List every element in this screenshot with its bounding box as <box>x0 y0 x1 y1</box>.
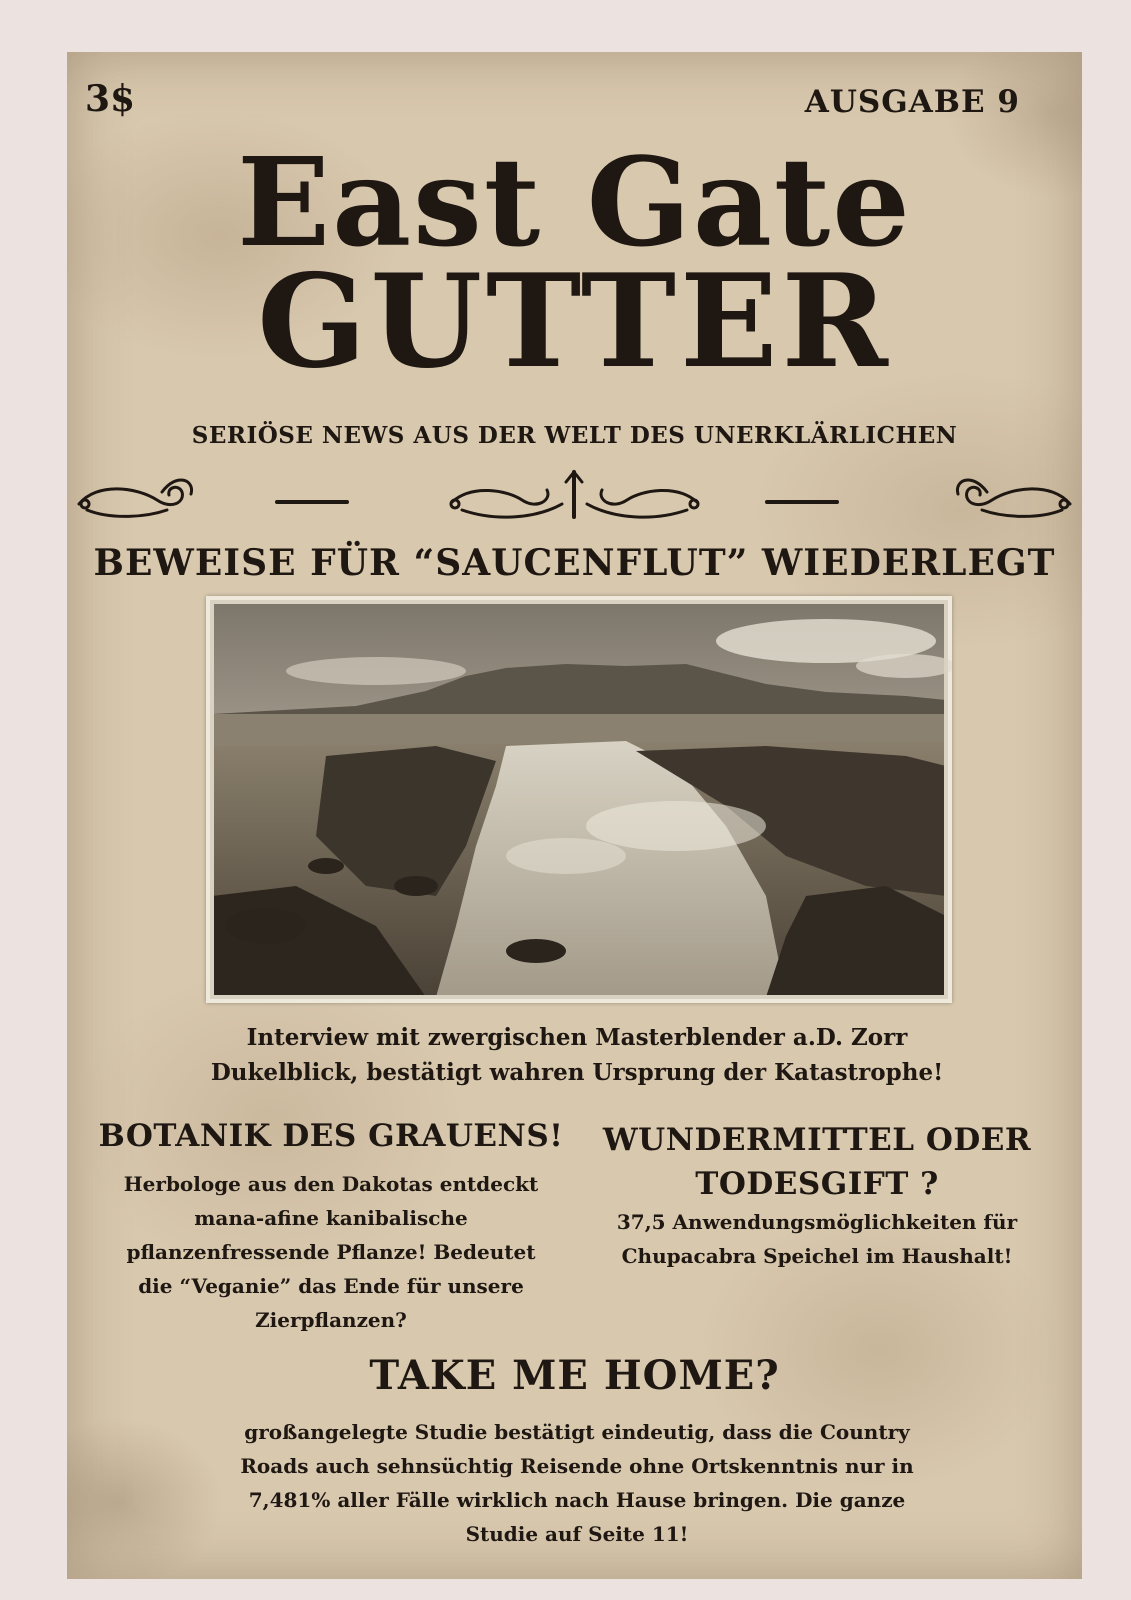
left-story-headline: BOTANIK DES GRAUENS! <box>98 1118 564 1154</box>
ornament-divider <box>67 462 1082 532</box>
bottom-story-body: großangelegte Studie bestätigt eindeutig, dass die Country Roads auch sehnsüchtig Reisende ohne Ortskenntnis nur in 7,481% aller Fälle wirklich nach Hause bringen. Die ganze Studie auf Seite 11! <box>240 1420 914 1546</box>
price-label: 3$ <box>85 78 136 120</box>
right-story-body: 37,5 Anwendungsmöglichkeiten für Chupacabra Speichel im Haushalt! <box>616 1210 1018 1268</box>
masthead-title-line2: GUTTER <box>257 247 892 397</box>
masthead-tagline: SERIÖSE NEWS AUS DER WELT DES UNERKLÄRLICHEN <box>191 422 958 449</box>
lead-photo <box>206 596 952 1003</box>
newspaper-page <box>67 52 1082 1579</box>
bottom-story-headline: TAKE ME HOME? <box>369 1352 780 1399</box>
issue-number: AUSGABE 9 <box>804 84 1020 120</box>
lead-headline: BEWEISE FÜR “SAUCENFLUT” WIEDERLEGT <box>93 542 1056 584</box>
left-story-body: Herbologe aus den Dakotas entdeckt mana-afine kanibalische pflanzenfressende Pflanze! Bedeutet die “Veganie” das Ende für unsere Zierpflanzen? <box>123 1172 539 1332</box>
lead-caption: Interview mit zwergischen Masterblender a.D. Zorr Dukelblick, bestätigt wahren Ursprung der Katastrophe! <box>210 1024 944 1086</box>
right-story-headline: WUNDERMITTEL ODER TODESGIFT ? <box>602 1122 1032 1202</box>
masthead-title-line1: East Gate <box>237 130 912 274</box>
canyon-landscape-image <box>206 596 952 1003</box>
